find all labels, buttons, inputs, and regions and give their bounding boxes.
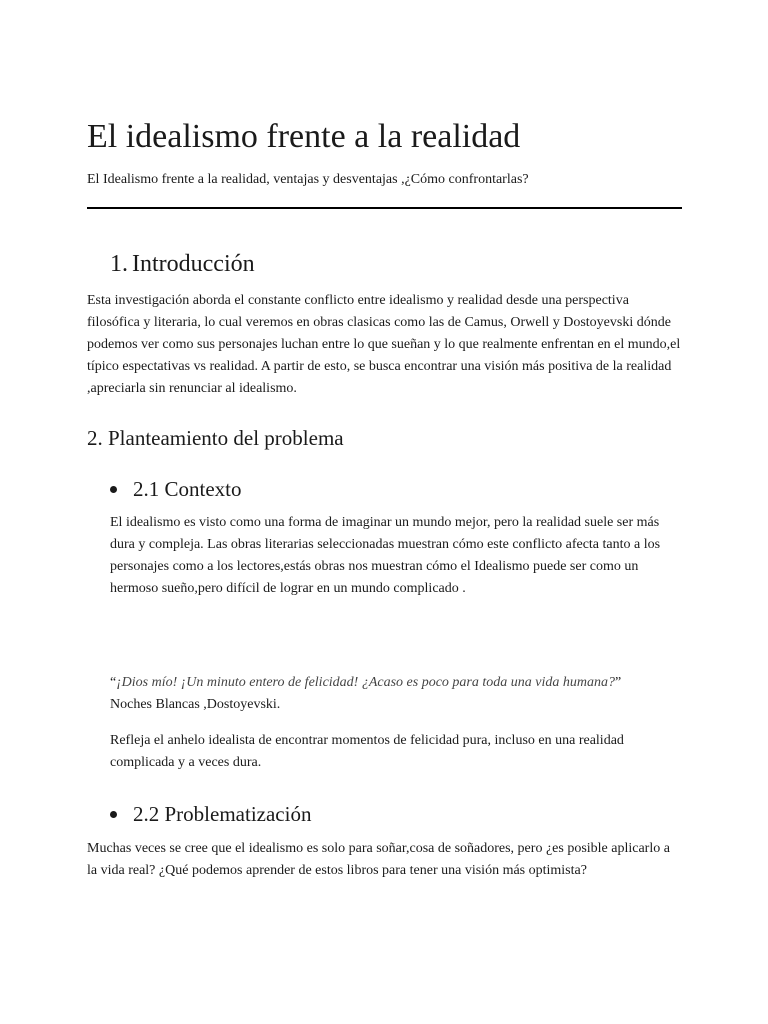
intro-number: 1. (110, 251, 128, 277)
contexto-heading (110, 475, 242, 503)
document-subtitle: El Idealismo frente a la realidad, ventajas y desventajas ,¿Cómo confrontarlas? (87, 172, 529, 187)
planteamiento-heading: 2. Planteamiento del problema (87, 426, 344, 450)
intro-heading (110, 249, 255, 279)
bullet-icon (110, 811, 117, 818)
problematizacion-heading-text: 2.2 Problematización (133, 802, 312, 826)
intro-paragraph: Esta investigación aborda el constante conflicto entre idealismo y realidad desde una perspectiva filosófica y literaria, lo cual veremos en obras clasicas como las de Camus, Orwell y Dostoyevski dónde podemos ver como sus personajes luchan entre lo que sueñan y lo que realmente enfrentan en el mundo,el típico espectativas vs realidad. A partir de esto, se busca encontrar una visión más positiva de la realidad ,apreciarla sin renunciar al idealismo. (87, 293, 681, 396)
quote-block (110, 672, 685, 716)
intro-heading-text: Introducción (132, 251, 255, 277)
problematizacion-paragraph: Muchas veces se cree que el idealismo es solo para soñar,cosa de soñadores, pero ¿es posible aplicarlo a la vida real? ¿Qué podemos aprender de estos libros para tener una visión más optimista? (87, 841, 670, 878)
quote-source: Noches Blancas ,Dostoyevski. (110, 697, 281, 712)
quote-text: ¡Dios mío! ¡Un minuto entero de felicidad! ¿Acaso es poco para toda una vida humana? (116, 675, 615, 690)
problematizacion-heading (110, 800, 311, 828)
contexto-heading-text: 2.1 Contexto (133, 477, 242, 501)
quote-open-mark: “ (110, 675, 117, 690)
quote-close-mark: ” (614, 675, 622, 690)
document-title: El idealismo frente a la realidad (87, 118, 521, 155)
contexto-paragraph: El idealismo es visto como una forma de imaginar un mundo mejor, pero la realidad suele ser más dura y compleja. Las obras literarias seleccionadas muestran cómo este conflicto afecta tanto a los personajes como a los lectores,estás obras nos muestran cómo el Idealismo puede ser como un hermoso sueño,pero difícil de lograr en un mundo complicado . (110, 515, 661, 596)
bullet-icon (110, 486, 117, 493)
reflection-paragraph: Refleja el anhelo idealista de encontrar momentos de felicidad pura, incluso en una realidad complicada y a veces dura. (110, 733, 624, 770)
title-divider (87, 207, 682, 209)
